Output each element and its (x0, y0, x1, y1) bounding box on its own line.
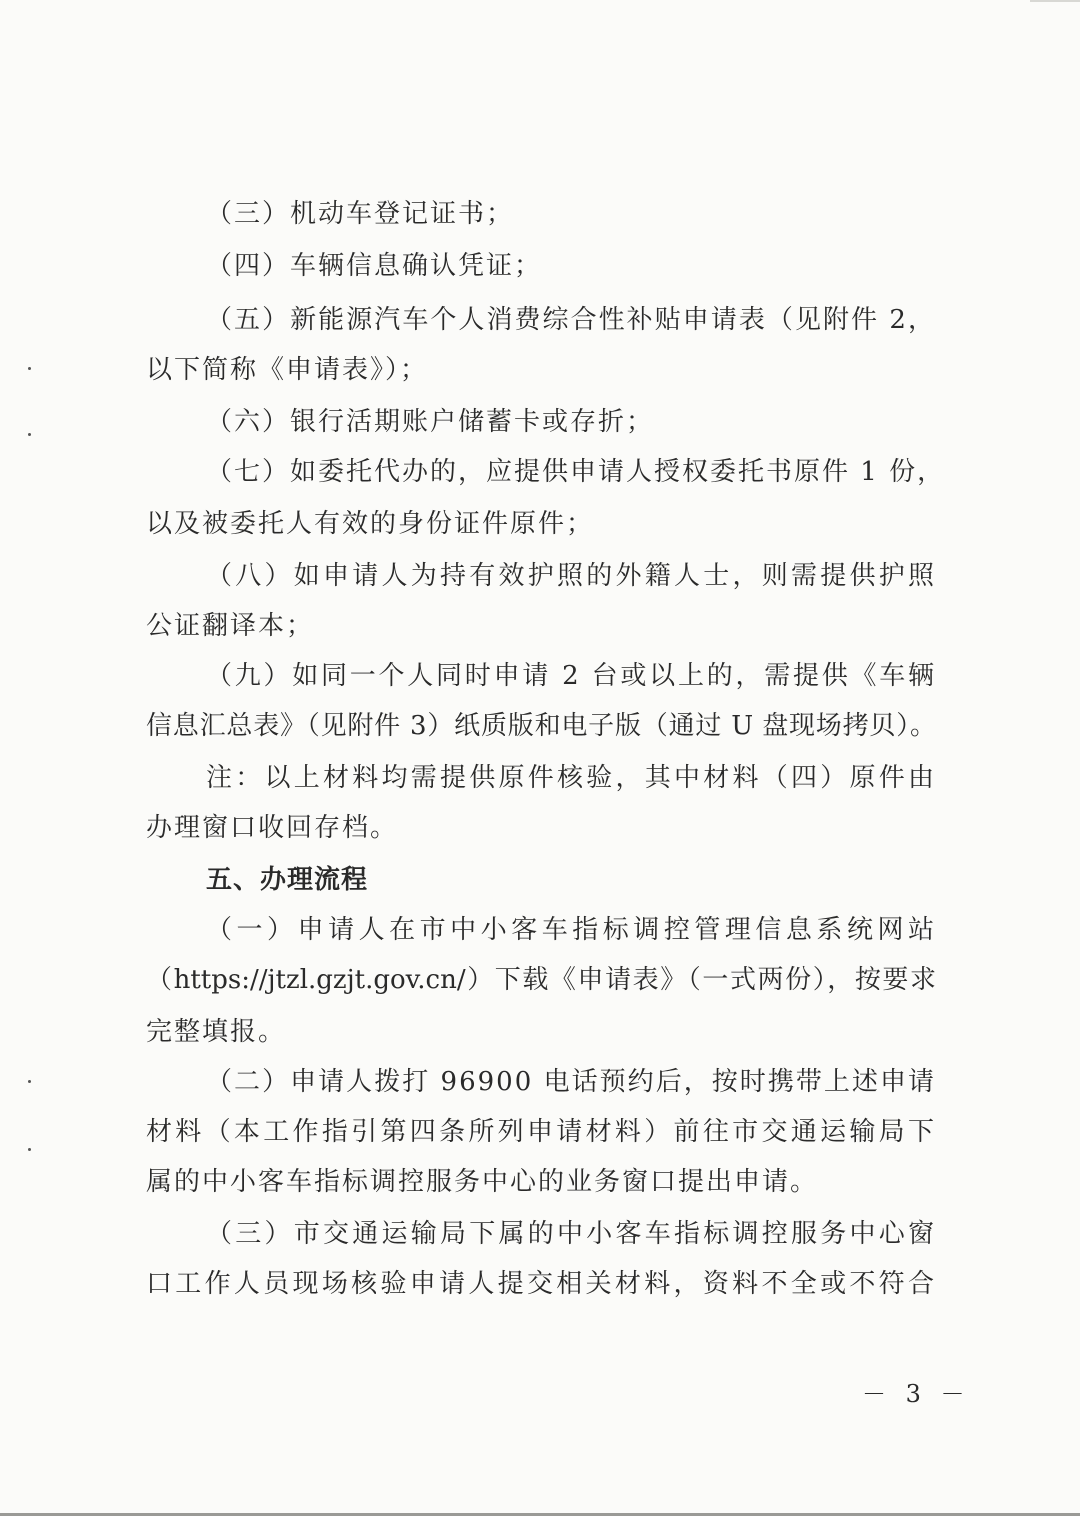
margin-speck (28, 1148, 31, 1151)
text-line: 材料（本工作指引第四条所列申请材料）前往市交通运输局下 (146, 1117, 936, 1147)
text-line: （四）车辆信息确认凭证； (206, 251, 543, 281)
text-line: 口工作人员现场核验申请人提交相关材料，资料不全或不符合 (146, 1269, 936, 1299)
text-line: 办理窗口收回存档。 (146, 813, 399, 843)
page-number: － 3 － (862, 1380, 971, 1408)
text-line: 注：以上材料均需提供原件核验，其中材料（四）原件由 (206, 763, 936, 793)
text-line: 以下简称《申请表》）； (146, 355, 429, 385)
text-line: （三）市交通运输局下属的中小客车指标调控服务中心窗 (206, 1219, 936, 1249)
text-line: 完整填报。 (146, 1017, 287, 1047)
text-line: （一）申请人在市中小客车指标调控管理信息系统网站 (206, 915, 936, 945)
text-line: （八）如申请人为持有效护照的外籍人士，则需提供护照 (206, 561, 936, 591)
text-line: （五）新能源汽车个人消费综合性补贴申请表（见附件 2， (206, 305, 936, 335)
text-line: （九）如同一个人同时申请 2 台或以上的，需提供《车辆 (206, 661, 936, 691)
text-line: 信息汇总表》（见附件 3）纸质版和电子版（通过 U 盘现场拷贝）。 (146, 711, 936, 741)
text-line: （七）如委托代办的，应提供申请人授权委托书原件 1 份， (206, 457, 946, 487)
margin-speck (28, 367, 31, 370)
text-line: 属的中小客车指标调控服务中心的业务窗口提出申请。 (146, 1167, 819, 1197)
scan-edge-top (1030, 0, 1080, 2)
text-line: （六）银行活期账户储蓄卡或存折； (206, 407, 655, 437)
text-line: （https://jtzl.gzjt.gov.cn/）下载《申请表》（一式两份），按要求 (146, 965, 936, 995)
margin-speck (28, 1080, 31, 1083)
text-line: （三）机动车登记证书； (206, 199, 515, 229)
text-line: 以及被委托人有效的身份证件原件； (146, 509, 595, 539)
text-line: （二）申请人拨打 96900 电话预约后，按时携带上述申请 (206, 1067, 936, 1097)
text-line: 公证翻译本； (146, 611, 315, 641)
section-heading: 五、办理流程 (206, 865, 369, 895)
margin-speck (28, 433, 31, 436)
